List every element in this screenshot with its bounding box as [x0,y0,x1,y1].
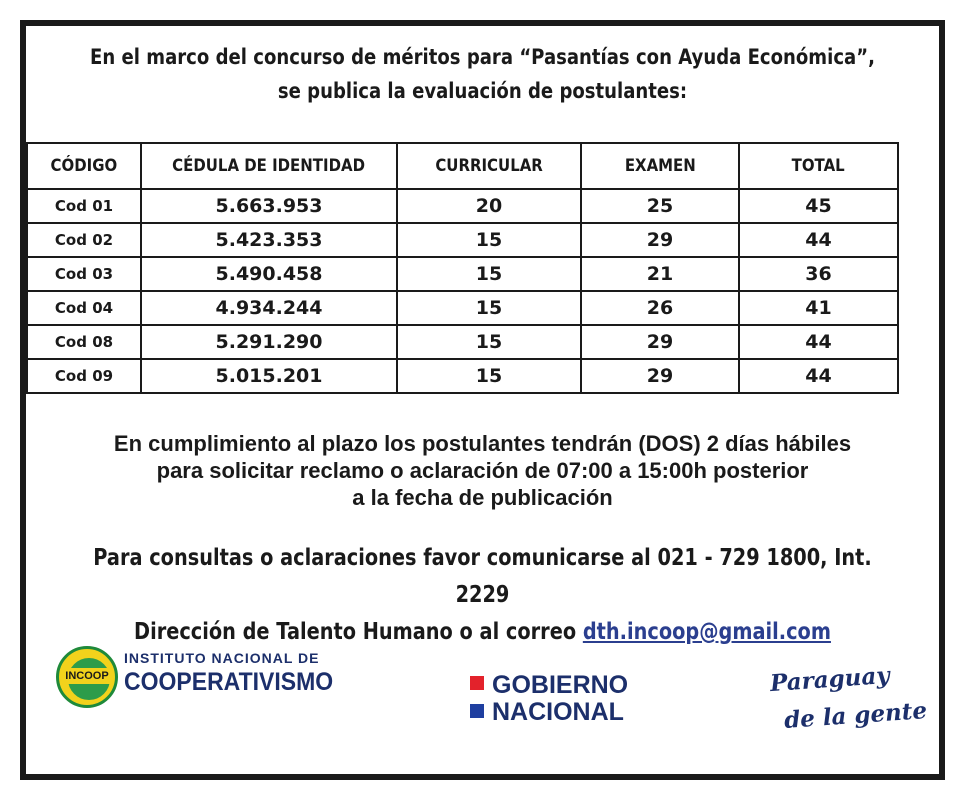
cell-code: Cod 04 [27,291,141,325]
py-line-1: Paraguay [769,661,891,698]
cell-total: 44 [739,359,898,393]
cell-code: Cod 08 [27,325,141,359]
cell-total: 36 [739,257,898,291]
results-table [26,142,899,394]
red-square-icon [470,676,484,690]
cell-curricular: 15 [397,325,581,359]
notice-line-3: a la fecha de publicación [352,485,613,510]
cell-examen: 29 [581,359,739,393]
table-row [27,189,898,223]
intro-text [68,40,898,108]
email-link[interactable]: dth.incoop@gmail.com [582,619,831,645]
gob-line-1: GOBIERNO [492,671,629,699]
cell-code: Cod 01 [27,189,141,223]
cell-cedula: 5.291.290 [141,325,397,359]
cell-examen: 21 [581,257,739,291]
cell-total: 41 [739,291,898,325]
intro-line-1: En el marco del concurso de méritos para “Pasantías con Ayuda Económica”, [90,45,875,69]
cell-total: 44 [739,223,898,257]
header-cedula: CÉDULA DE IDENTIDAD [141,143,397,189]
cell-examen: 25 [581,189,739,223]
paraguay-de-la-gente-logo [769,660,928,750]
header-total: TOTAL [739,143,898,189]
table-row [27,257,898,291]
cell-examen: 29 [581,325,739,359]
incoop-logo [56,644,386,712]
cell-curricular: 15 [397,257,581,291]
cell-examen: 26 [581,291,739,325]
cell-total: 44 [739,325,898,359]
table-row [27,325,898,359]
contact-line-2-prefix: Dirección de Talento Humano o al correo [134,619,583,645]
cell-cedula: 5.015.201 [141,359,397,393]
cell-cedula: 5.663.953 [141,189,397,223]
cell-curricular: 15 [397,223,581,257]
gob-line-2: NACIONAL [492,698,624,726]
contact-info [77,540,888,651]
blue-square-icon [470,704,484,718]
incoop-name-line-1: INSTITUTO NACIONAL DE [124,650,320,666]
notice-line-2: para solicitar reclamo o aclaración de 07:00 a 15:00h posterior [156,458,809,483]
cell-code: Cod 09 [27,359,141,393]
table-row [27,291,898,325]
deadline-notice [0,430,965,511]
cell-cedula: 5.490.458 [141,257,397,291]
header-codigo: CÓDIGO [27,143,141,189]
cell-curricular: 20 [397,189,581,223]
cell-curricular: 15 [397,291,581,325]
notice-line-1: En cumplimiento al plazo los postulantes tendrán (DOS) 2 días hábiles [113,431,852,456]
incoop-badge-text: INCOOP [61,668,113,684]
gobierno-nacional-logo [470,672,650,726]
incoop-emblem-icon [56,646,118,708]
cell-curricular: 15 [397,359,581,393]
cell-total: 45 [739,189,898,223]
header-examen: EXAMEN [581,143,739,189]
header-curricular: CURRICULAR [397,143,581,189]
cell-cedula: 4.934.244 [141,291,397,325]
incoop-name-line-2: COOPERATIVISMO [124,668,334,696]
table-row [27,223,898,257]
intro-line-2: se publica la evaluación de postulantes: [277,79,688,103]
cell-cedula: 5.423.353 [141,223,397,257]
contact-line-1: Para consultas o aclaraciones favor comunicarse al 021 - 729 1800, Int. 2229 [93,545,872,608]
table-header-row [27,143,898,189]
cell-examen: 29 [581,223,739,257]
py-line-2: de la gente [783,697,928,734]
table-row [27,359,898,393]
cell-code: Cod 03 [27,257,141,291]
cell-code: Cod 02 [27,223,141,257]
